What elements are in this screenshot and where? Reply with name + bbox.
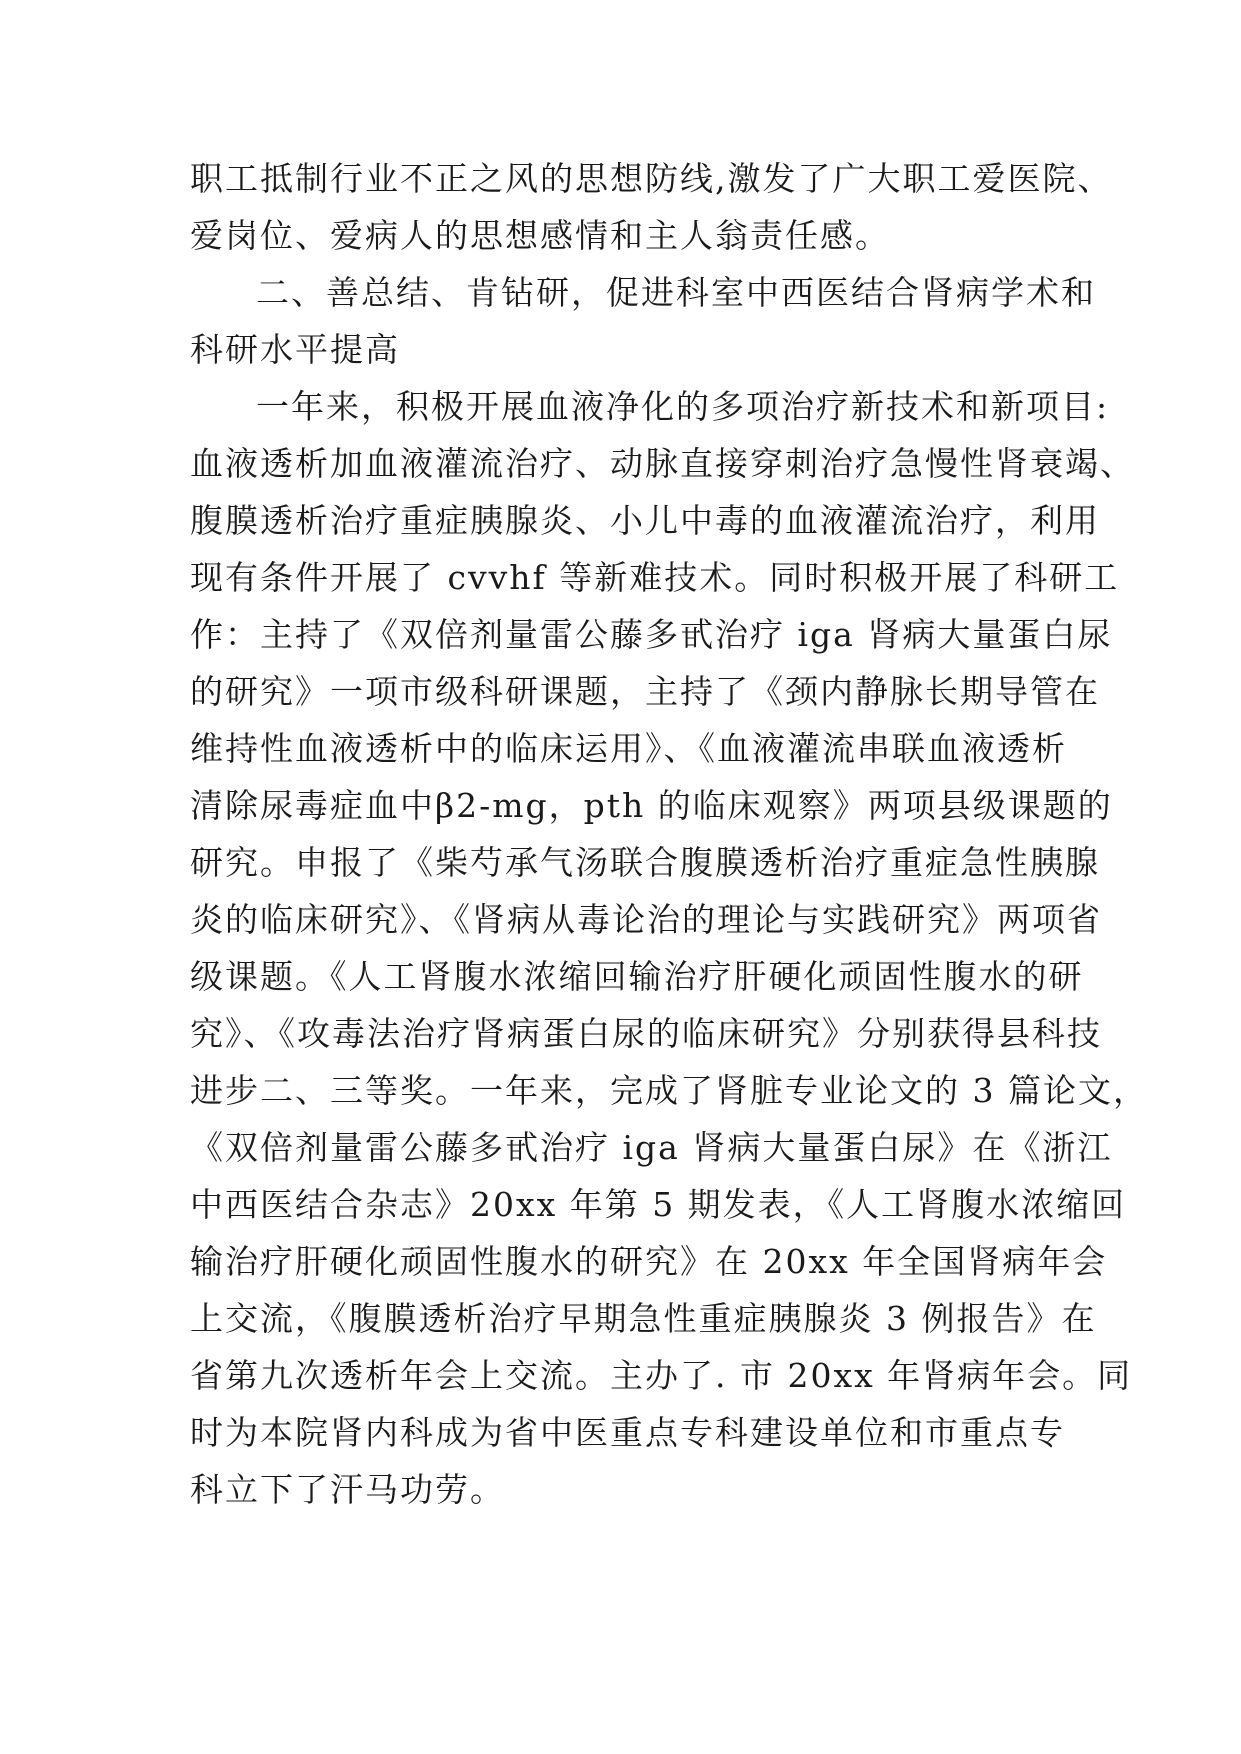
text-line: 时为本院肾内科成为省中医重点专科建设单位和市重点专	[190, 1413, 1065, 1452]
section-heading: 二、善总结、肯钻研，促进科室中西医结合肾病学术和	[256, 273, 1096, 312]
text-line: 上交流，《腹膜透析治疗早期急性重症胰腺炎 3 例报告》在	[190, 1299, 1097, 1338]
text-line: 进步二、三等奖。一年来，完成了肾脏专业论文的 3 篇论文，	[190, 1071, 1148, 1110]
text-line: 清除尿毒症血中β2-mg，pth 的临床观察》两项县级课题的	[190, 786, 1113, 825]
text-line: 腹膜透析治疗重症胰腺炎、小儿中毒的血液灌流治疗，利用	[190, 501, 1100, 540]
text-line: 中西医结合杂志》20xx 年第 5 期发表，《人工肾腹水浓缩回	[190, 1185, 1127, 1224]
text-line: 省第九次透析年会上交流。主办了. 市 20xx 年肾病年会。同	[190, 1356, 1133, 1395]
text-line: 究》、《攻毒法治疗肾病蛋白尿的临床研究》分别获得县科技	[190, 1014, 1102, 1053]
text-line: 维持性血液透析中的临床运用》、《血液灌流串联血液透析	[190, 729, 1067, 768]
text-line: 炎的临床研究》、《肾病从毒论治的理论与实践研究》两项省	[190, 900, 1102, 939]
text-line: 现有条件开展了 cvvhf 等新难技术。同时积极开展了科研工	[190, 558, 1120, 597]
text-line: 输治疗肝硬化顽固性腹水的研究》在 20xx 年全国肾病年会	[190, 1242, 1108, 1281]
text-line: 级课题。《人工肾腹水浓缩回输治疗肝硬化顽固性腹水的研	[190, 957, 1084, 996]
text-line: 职工抵制行业不正之风的思想防线,激发了广大职工爱医院、	[190, 159, 1113, 198]
text-line: 《双倍剂量雷公藤多甙治疗 iga 肾病大量蛋白尿》在《浙江	[190, 1128, 1113, 1167]
paragraph-start: 一年来，积极开展血液净化的多项治疗新技术和新项目:	[256, 387, 1110, 426]
text-line: 科立下了汗马功劳。	[190, 1470, 505, 1509]
text-line: 研究。申报了《柴芍承气汤联合腹膜透析治疗重症急性胰腺	[190, 843, 1100, 882]
text-line: 血液透析加血液灌流治疗、动脉直接穿刺治疗急慢性肾衰竭、	[190, 444, 1135, 483]
text-line: 的研究》一项市级科研课题，主持了《颈内静脉长期导管在	[190, 672, 1100, 711]
section-heading-continued: 科研水平提高	[190, 330, 400, 369]
text-line: 作：主持了《双倍剂量雷公藤多甙治疗 iga 肾病大量蛋白尿	[190, 615, 1113, 654]
body-text	[190, 150, 1148, 1518]
text-line: 爱岗位、爱病人的思想感情和主人翁责任感。	[190, 216, 890, 255]
